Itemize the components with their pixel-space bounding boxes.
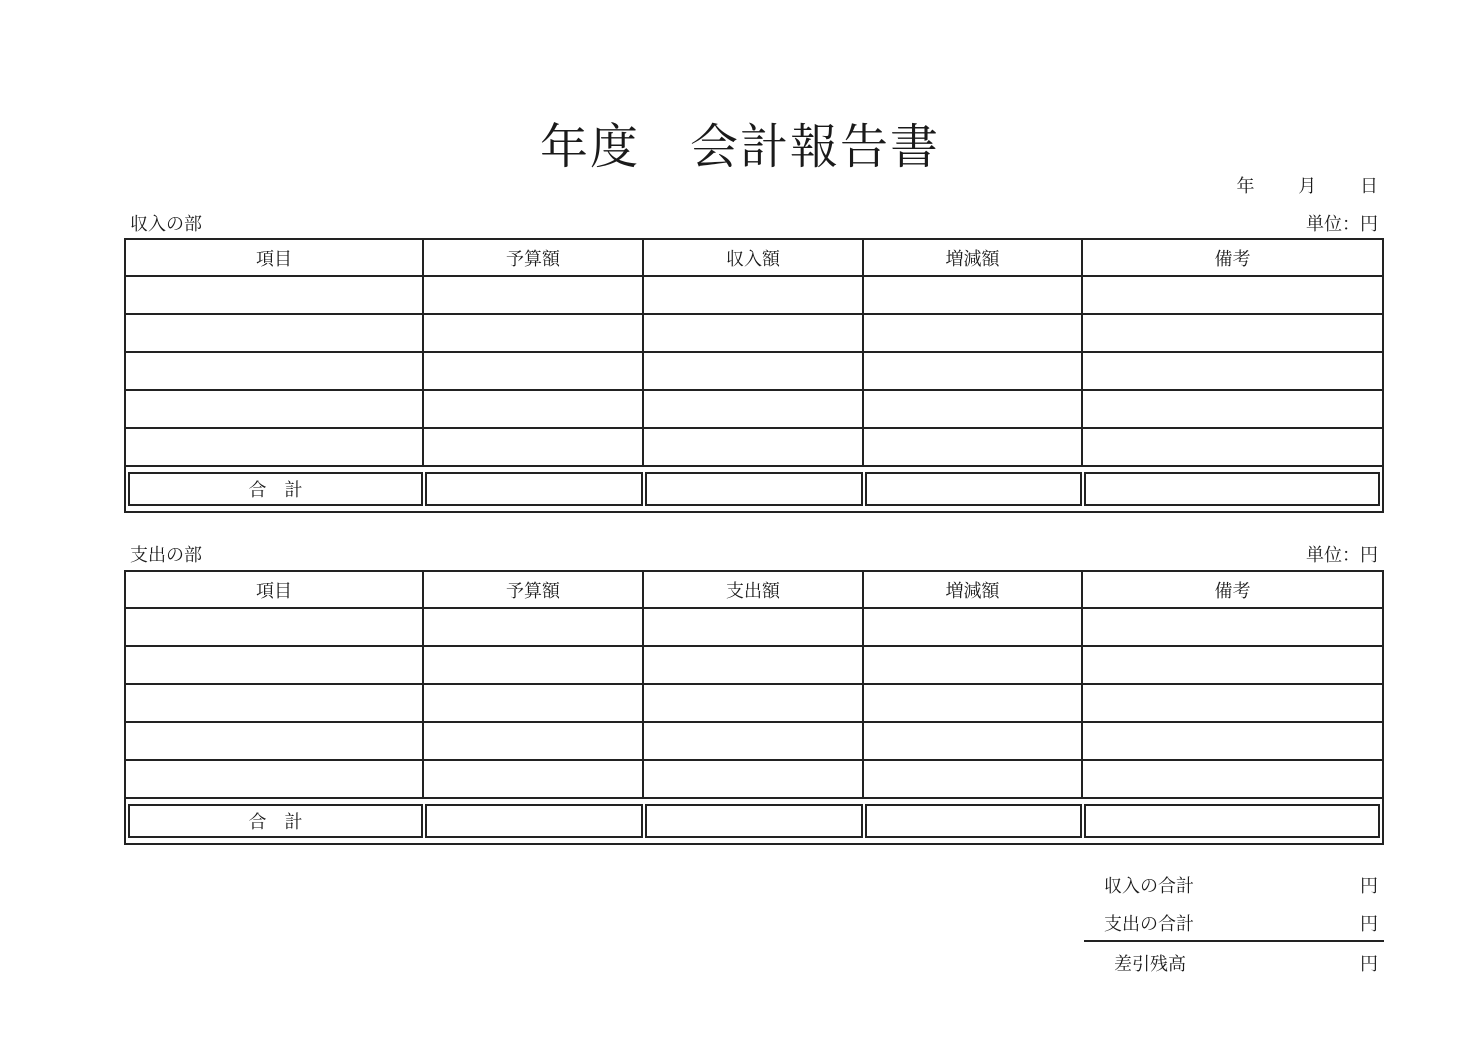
entry-cell[interactable] bbox=[644, 429, 864, 467]
entry-cell[interactable] bbox=[424, 277, 644, 315]
entry-cell[interactable] bbox=[864, 761, 1083, 799]
expense-header-budget: 予算額 bbox=[424, 570, 644, 609]
income-total-summary-label: 収入の合計 bbox=[1104, 876, 1194, 897]
entry-cell[interactable] bbox=[864, 277, 1083, 315]
entry-cell[interactable] bbox=[1083, 277, 1384, 315]
entry-cell[interactable] bbox=[124, 761, 424, 799]
table-row bbox=[124, 429, 1384, 467]
expense-section-label: 支出の部 bbox=[130, 545, 202, 566]
entry-cell[interactable] bbox=[124, 391, 424, 429]
income-header-notes: 備考 bbox=[1083, 238, 1384, 277]
summary-balance-row bbox=[1084, 940, 1384, 980]
income-total-diff[interactable] bbox=[865, 472, 1082, 506]
table-row bbox=[124, 391, 1384, 429]
entry-cell[interactable] bbox=[864, 315, 1083, 353]
expense-header-item: 項目 bbox=[124, 570, 424, 609]
table-row bbox=[124, 609, 1384, 647]
entry-cell[interactable] bbox=[1083, 609, 1384, 647]
income-unit-label: 単位：円 bbox=[1306, 214, 1378, 235]
entry-cell[interactable] bbox=[424, 315, 644, 353]
income-header-item: 項目 bbox=[124, 238, 424, 277]
entry-cell[interactable] bbox=[644, 277, 864, 315]
entry-cell[interactable] bbox=[644, 315, 864, 353]
entry-cell[interactable] bbox=[124, 277, 424, 315]
expense-header-notes: 備考 bbox=[1083, 570, 1384, 609]
entry-cell[interactable] bbox=[424, 353, 644, 391]
entry-cell[interactable] bbox=[1083, 647, 1384, 685]
table-row bbox=[124, 685, 1384, 723]
document-title: 年度 会計報告書 bbox=[539, 119, 940, 175]
entry-cell[interactable] bbox=[1083, 723, 1384, 761]
entry-cell[interactable] bbox=[424, 429, 644, 467]
entry-cell[interactable] bbox=[864, 647, 1083, 685]
balance-label: 差引残高 bbox=[1114, 954, 1186, 975]
entry-cell[interactable] bbox=[864, 685, 1083, 723]
currency-label: 円 bbox=[1360, 876, 1378, 897]
expense-total-label: 合 計 bbox=[128, 804, 423, 838]
entry-cell[interactable] bbox=[424, 685, 644, 723]
entry-cell[interactable] bbox=[644, 609, 864, 647]
income-total-notes[interactable] bbox=[1084, 472, 1380, 506]
income-header-row bbox=[124, 238, 1384, 277]
entry-cell[interactable] bbox=[124, 685, 424, 723]
entry-cell[interactable] bbox=[644, 647, 864, 685]
income-total-budget[interactable] bbox=[425, 472, 643, 506]
table-row bbox=[124, 315, 1384, 353]
entry-cell[interactable] bbox=[864, 429, 1083, 467]
entry-cell[interactable] bbox=[124, 609, 424, 647]
entry-cell[interactable] bbox=[644, 391, 864, 429]
income-total-amount[interactable] bbox=[645, 472, 863, 506]
currency-label: 円 bbox=[1360, 954, 1378, 975]
expense-total-summary-label: 支出の合計 bbox=[1104, 914, 1194, 935]
entry-cell[interactable] bbox=[1083, 761, 1384, 799]
table-row bbox=[124, 353, 1384, 391]
entry-cell[interactable] bbox=[1083, 429, 1384, 467]
expense-unit-label: 単位：円 bbox=[1306, 545, 1378, 566]
entry-cell[interactable] bbox=[124, 647, 424, 685]
entry-cell[interactable] bbox=[864, 609, 1083, 647]
entry-cell[interactable] bbox=[424, 647, 644, 685]
summary-block bbox=[1084, 864, 1384, 980]
entry-cell[interactable] bbox=[1083, 353, 1384, 391]
entry-cell[interactable] bbox=[424, 391, 644, 429]
table-row bbox=[124, 723, 1384, 761]
entry-cell[interactable] bbox=[644, 685, 864, 723]
expense-header-diff: 増減額 bbox=[864, 570, 1083, 609]
currency-label: 円 bbox=[1360, 914, 1378, 935]
entry-cell[interactable] bbox=[644, 761, 864, 799]
entry-cell[interactable] bbox=[424, 723, 644, 761]
expense-total-row bbox=[124, 799, 1384, 843]
entry-cell[interactable] bbox=[864, 391, 1083, 429]
entry-cell[interactable] bbox=[124, 429, 424, 467]
expense-total-diff[interactable] bbox=[865, 804, 1082, 838]
entry-cell[interactable] bbox=[424, 761, 644, 799]
income-total-label: 合 計 bbox=[128, 472, 423, 506]
entry-cell[interactable] bbox=[424, 609, 644, 647]
income-total-row bbox=[124, 467, 1384, 511]
expense-header-row bbox=[124, 570, 1384, 609]
table-row bbox=[124, 761, 1384, 799]
entry-cell[interactable] bbox=[124, 315, 424, 353]
income-header-budget: 予算額 bbox=[424, 238, 644, 277]
summary-income-row bbox=[1084, 864, 1384, 902]
table-row bbox=[124, 277, 1384, 315]
entry-cell[interactable] bbox=[124, 723, 424, 761]
entry-cell[interactable] bbox=[644, 723, 864, 761]
entry-cell[interactable] bbox=[864, 353, 1083, 391]
entry-cell[interactable] bbox=[124, 353, 424, 391]
expense-header-amount: 支出額 bbox=[644, 570, 864, 609]
entry-cell[interactable] bbox=[644, 353, 864, 391]
summary-expense-row bbox=[1084, 902, 1384, 940]
income-header-amount: 収入額 bbox=[644, 238, 864, 277]
entry-cell[interactable] bbox=[1083, 315, 1384, 353]
expense-total-notes[interactable] bbox=[1084, 804, 1380, 838]
expense-table bbox=[124, 570, 1384, 845]
income-table bbox=[124, 238, 1384, 513]
entry-cell[interactable] bbox=[1083, 391, 1384, 429]
income-section-label: 収入の部 bbox=[130, 214, 202, 235]
expense-total-budget[interactable] bbox=[425, 804, 643, 838]
expense-total-amount[interactable] bbox=[645, 804, 863, 838]
entry-cell[interactable] bbox=[1083, 685, 1384, 723]
entry-cell[interactable] bbox=[864, 723, 1083, 761]
table-row bbox=[124, 647, 1384, 685]
income-header-diff: 増減額 bbox=[864, 238, 1083, 277]
date-line: 年 月 日 bbox=[1236, 176, 1378, 197]
